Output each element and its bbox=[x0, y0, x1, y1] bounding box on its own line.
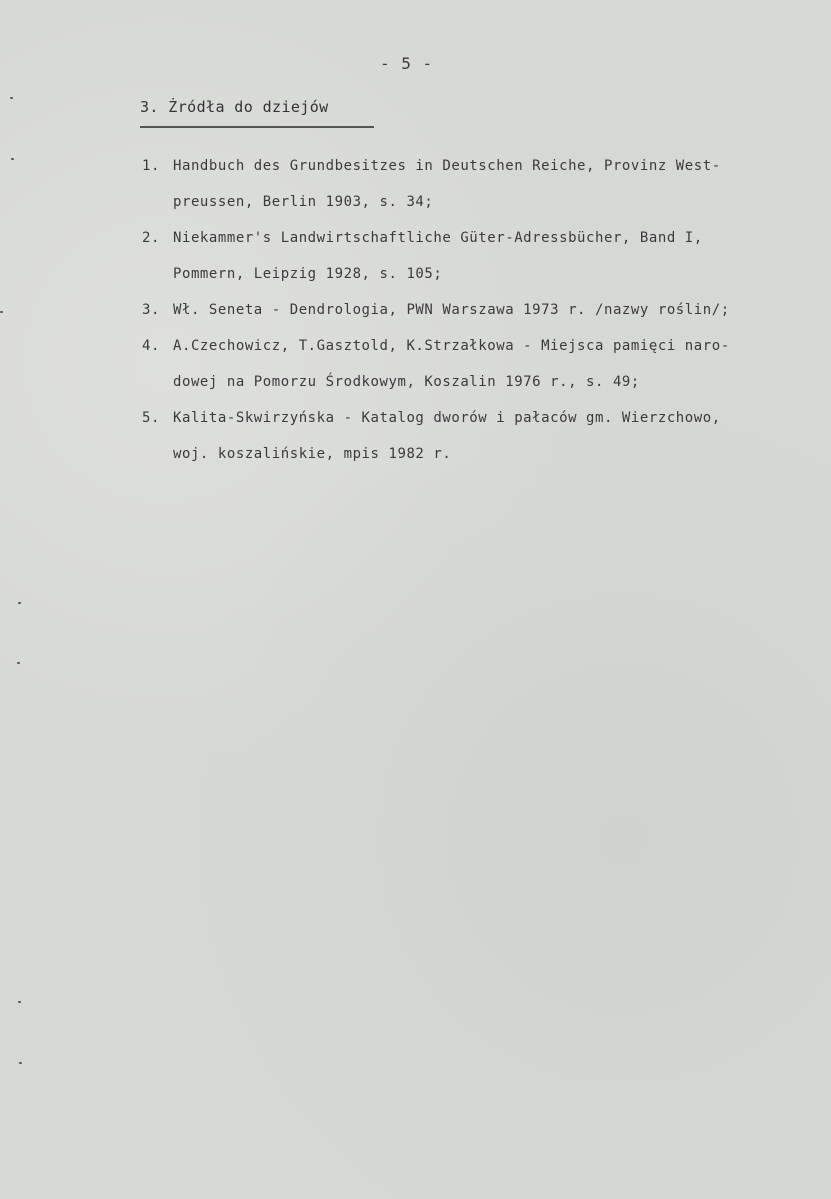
margin-mark bbox=[18, 1001, 21, 1003]
source-list bbox=[142, 148, 822, 472]
margin-mark bbox=[19, 1062, 22, 1064]
entry-line: A.Czechowicz, T.Gasztold, K.Strzałkowa - Miejsca pamięci naro- bbox=[173, 338, 730, 354]
entry-line: Niekammer's Landwirtschaftliche Güter-Adressbücher, Band I, bbox=[173, 230, 703, 246]
entry-number: 4. bbox=[142, 338, 160, 354]
page-number: - 5 - bbox=[380, 54, 434, 73]
entry-line: dowej na Pomorzu Środkowym, Koszalin 1976 r., s. 49; bbox=[173, 374, 640, 390]
entry-line: Kalita-Skwirzyńska - Katalog dworów i pałaców gm. Wierzchowo, bbox=[173, 410, 721, 426]
margin-mark bbox=[17, 662, 20, 664]
entry-number: 2. bbox=[142, 230, 160, 246]
margin-mark bbox=[10, 97, 13, 99]
entry-line: Wł. Seneta - Dendrologia, PWN Warszawa 1973 r. /nazwy roślin/; bbox=[173, 302, 730, 318]
entry-line: preussen, Berlin 1903, s. 34; bbox=[173, 194, 434, 210]
entry-number: 5. bbox=[142, 410, 160, 426]
entry-line: Handbuch des Grundbesitzes in Deutschen Reiche, Provinz West- bbox=[173, 158, 721, 174]
margin-mark bbox=[18, 602, 21, 604]
source-entry bbox=[142, 148, 822, 220]
section-heading: 3. Żródła do dziejów bbox=[140, 98, 329, 116]
entry-line: woj. koszalińskie, mpis 1982 r. bbox=[173, 446, 452, 462]
entry-number: 1. bbox=[142, 158, 160, 174]
source-entry bbox=[142, 328, 822, 400]
margin-mark bbox=[11, 158, 14, 160]
source-entry bbox=[142, 220, 822, 292]
entry-number: 3. bbox=[142, 302, 160, 318]
source-entry bbox=[142, 400, 822, 472]
source-entry bbox=[142, 292, 822, 328]
entry-line: Pommern, Leipzig 1928, s. 105; bbox=[173, 266, 443, 282]
margin-mark bbox=[0, 311, 3, 313]
heading-underline bbox=[140, 126, 374, 128]
